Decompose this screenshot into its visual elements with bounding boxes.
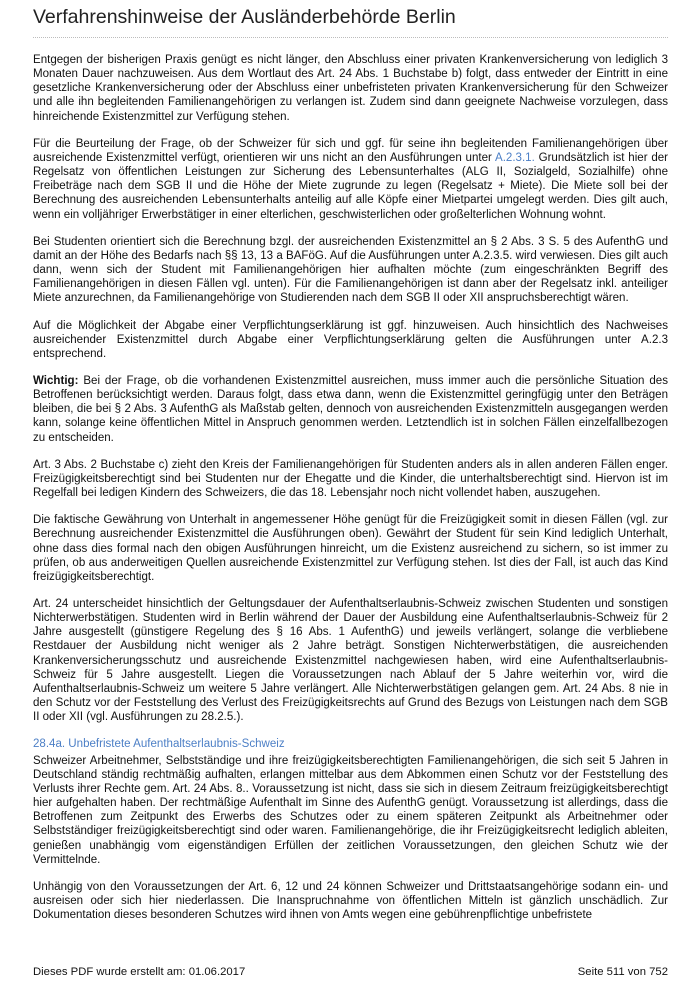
paragraph-important bbox=[33, 374, 668, 445]
footer-page-number: Seite 511 von 752 bbox=[577, 966, 668, 978]
page-footer bbox=[33, 965, 668, 979]
paragraph-permanent-residence: Schweizer Arbeitnehmer, Selbstständige und ihre freizügigkeitsberechtigten Familienangehörigen, die sich seit 5 Jahren in Deutschland ständig rechtmäßig aufhalten, erlangen mittelbar aus dem Abkommen einen Schutz vor der Feststellung des Verlusts ihrer Rechte gem. Art. 24 Abs. 8.. Voraussetzung ist nicht, dass sie sich in diesem Zeitraum freizügigkeitsberechtigt hier aufgehalten haben. Der rechtmäßige Aufenthalt im Sinne des AufenthG genügt. Voraussetzung ist allerdings, dass die Betroffenen zum Zeitpunkt des Erwerbs des Schutzes oder zu einem späteren Zeitpunkt als Arbeitnehmer oder Selbstständiger freizügigkeitsberechtigt sind oder waren. Familienangehörige, die ihr Freizügigkeitsrecht lediglich ableiten, genießen unabhängig vom eigenständigen Erfüllen der zeitlichen Voraussetzungen, den gleichen Schutz wie der Vermittelnde. bbox=[33, 754, 668, 866]
paragraph-independent: Unhängig von den Voraussetzungen der Art. 6, 12 und 24 können Schweizer und Drittstaatsangehörige sodann ein- und ausreisen oder sich hier niederlassen. Die Inanspruchnahme von öffentlichen Mitteln ist gänzlich unschädlich. Zur Dokumentation dieses besonderen Schutzes wird ihnen von Amts wegen eine gebührenpflichtige unbefristete bbox=[33, 880, 668, 922]
paragraph-existence-means bbox=[33, 137, 668, 222]
paragraph-text: Grundsätzlich ist hier der Regelsatz von öffentlichen Leistungen zur Sicherung des Lebensunterhaltes (ALG II, Sozialgeld, Sozialhilfe) ohne Freibeträge nach dem SGB II und die Höhe der Miete zugrunde zu legen (Regelsatz + Miete). Die Miete soll bei der Berechnung des ausreichenden Lebensunterhalts anteilig auf alle Köpfe einer Mietpartei umgelegt werden. Dies gilt auch, wenn ein volljähriger Erwerbstätiger in einer elterlichen, geschwisterlichen oder großelterlichen Wohnung wohnt. bbox=[33, 151, 669, 221]
important-label: Wichtig: bbox=[33, 374, 79, 387]
paragraph-students: Bei Studenten orientiert sich die Berechnung bzgl. der ausreichenden Existenzmittel an § 2 Abs. 3 S. 5 des AufenthG und damit an der Höhe des Bedarfs nach §§ 13, 13 a BAFöG. Auf die Ausführungen unter A.2.3.5. wird verwiesen. Dies gilt auch dann, wenn sich der Student mit Familienangehörigen hier aufhalten möchte (zum eingeschränkten Begriff des Familienangehörigen in diesen Fällen vgl. unten). Für die Familienangehörigen ist dann aber der Regelsatz inkl. anteiliger Miete anzurechnen, da Familienangehörige von Studierenden nach dem SGB II oder XII anspruchsberechtigt wären. bbox=[33, 235, 668, 305]
page-title: Verfahrenshinweise der Ausländerbehörde Berlin bbox=[33, 6, 456, 28]
footer-created-date: Dieses PDF wurde erstellt am: 01.06.2017 bbox=[33, 966, 246, 978]
paragraph-obligation-declaration: Auf die Möglichkeit der Abgabe einer Verpflichtungserklärung ist ggf. hinzuweisen. Auch hinsichtlich des Nachweises ausreichender Existenzmittel durch Abgabe einer Verpflichtungserklärung gelten die Ausführungen unter A.2.3 entsprechend. bbox=[33, 319, 668, 360]
paragraph-family-members: Art. 3 Abs. 2 Buchstabe c) zieht den Kreis der Familienangehörigen für Studenten anders als in allen anderen Fällen enger. Freizügigkeitsberechtigt sind bei Studenten nur der Ehegatte und die Kinder, die unterhaltsberechtigt sind. Hiervon ist im Regelfall bei ledigen Kindern des Schweizers, die das 18. Lebensjahr noch nicht vollendet haben, auszugehen. bbox=[33, 458, 668, 500]
document-body bbox=[33, 53, 668, 935]
paragraph-text: Bei der Frage, ob die vorhandenen Existenzmittel ausreichen, muss immer auch die persönliche Situation des Betroffenen berücksichtigt werden. Daraus folgt, dass etwa dann, wenn die Existenzmittel geringfügig unter den Beträgen bleiben, die bei § 2 Abs. 3 AufenthG als Maßstab gelten, dennoch von ausreichenden Existenzmitteln ausgegangen werden kann, solange keine öffentlichen Mittel in Anspruch genommen werden. Letztendlich ist in solchen Fällen einzelfallbezogen zu entscheiden. bbox=[33, 374, 668, 444]
paragraph-validity: Art. 24 unterscheidet hinsichtlich der Geltungsdauer der Aufenthaltserlaubnis-Schweiz zwischen Studenten und sonstigen Nichterwerbstätigen. Studenten wird in Berlin während der Dauer der Ausbildung eine Aufenthaltserlaubnis-Schweiz für 2 Jahre ausgestellt (günstigere Regelung des § 16 Abs. 1 AufenthG) und jeweils verlängert, solange die verbliebene Restdauer der Ausbildung nicht weniger als 2 Jahre beträgt. Sonstigen Nichterwerbstätigen, die ausreichenden Krankenversicherungsschutz und ausreichende Existenzmittel nachgewiesen haben, wird eine Aufenthaltserlaubnis-Schweiz für 5 Jahre ausgestellt. Liegen die Voraussetzungen nach Ablauf der 5 Jahre weiterhin vor, wird die Aufenthaltserlaubnis-Schweiz um weitere 5 Jahre verlängert. Alle Nichterwerbstätigen gelangen gem. Art. 24 Abs. 8 nie in den Schutz vor der Feststellung des Verlust des Freizügigkeitsrechts auf Grund des Bezugs von Leistungen nach dem SGB II oder XII (vgl. Ausführungen zu 28.2.5.). bbox=[33, 598, 668, 724]
section-heading-28-4a[interactable]: 28.4a. Unbefristete Aufenthaltserlaubnis-Schweiz bbox=[33, 738, 285, 751]
reference-link-a231[interactable]: A.2.3.1. bbox=[495, 151, 535, 164]
paragraph-text: Für die Beurteilung der Frage, ob der Schweizer für sich und ggf. für seine ihn begleitenden Familienangehörigen über ausreichende Existenzmittel verfügt, orientieren wir uns nicht an den Ausführungen unter bbox=[33, 137, 668, 164]
paragraph-health-insurance: Entgegen der bisherigen Praxis genügt es nicht länger, den Abschluss einer privaten Krankenversicherung von lediglich 3 Monaten Dauer nachzuweisen. Aus dem Wortlaut des Art. 24 Abs. 1 Buchstabe b) folgt, dass entweder der Eintritt in eine gesetzliche Krankenversicherung oder der Abschluss einer unbefristeten privaten Krankenversicherung für den Schweizer und alle ihn begleitenden Familienangehörigen zu verlangen ist. Zudem sind dann geeignete Nachweise vorzulegen, dass hinreichende Existenzmittel zur Verfügung stehen. bbox=[33, 54, 668, 123]
title-divider bbox=[33, 37, 668, 38]
paragraph-maintenance: Die faktische Gewährung von Unterhalt in angemessener Höhe genügt für die Freizügigkeit somit in diesen Fällen (vgl. zur Berechnung ausreichender Existenzmittel die Ausführungen oben). Gewährt der Student für sein Kind lediglich Unterhalt, ohne dass dies formal nach den obigen Ausführungen hinreicht, um die Existenz ausreichend zu sichern, so ist immer zu prüfen, ob aus anderweitigen Quellen ausreichende Existenzmittel zur Verfügung stehen. Ist dies der Fall, ist auch das Kind freizügigkeitsberechtigt. bbox=[33, 514, 668, 583]
